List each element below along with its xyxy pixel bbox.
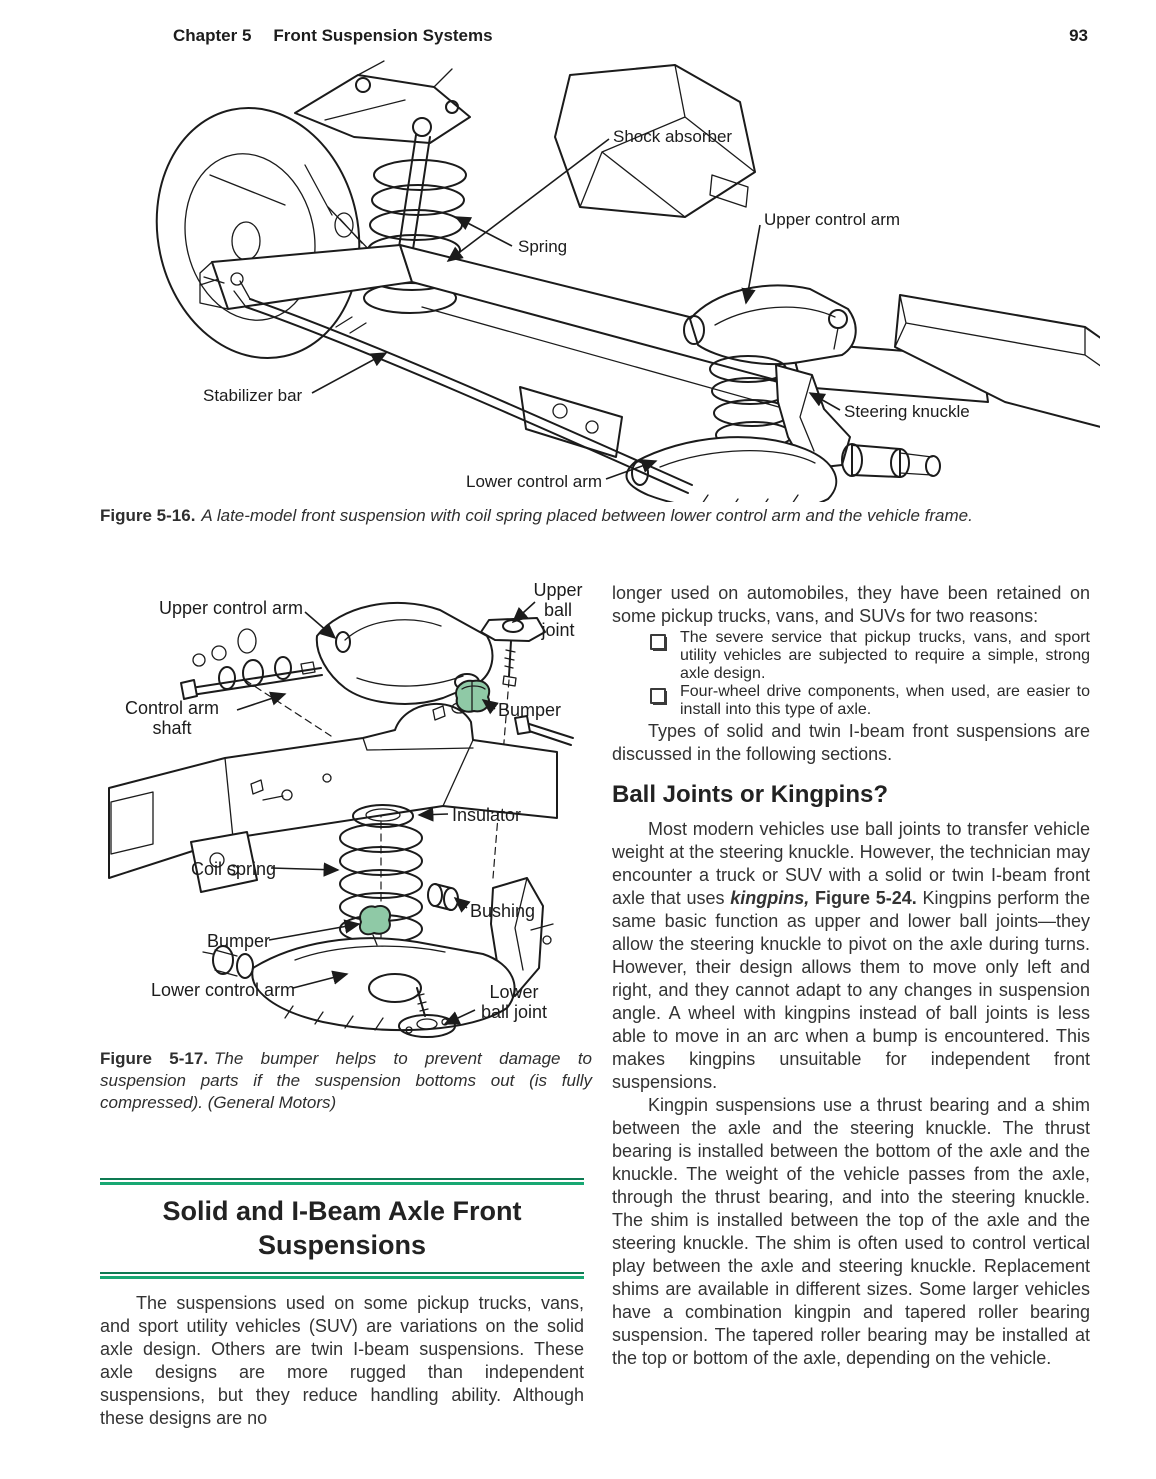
left-upper-arm-drawing bbox=[295, 61, 470, 143]
green-rule-top bbox=[100, 1178, 584, 1185]
figure-5-16 bbox=[100, 55, 1100, 502]
label-shock-absorber: Shock absorber bbox=[613, 127, 733, 146]
page-number: 93 bbox=[1069, 26, 1088, 45]
running-head bbox=[173, 26, 493, 46]
caption-text: A late-model front suspension with coil spring placed between lower control arm and the vehicle frame. bbox=[201, 506, 973, 525]
green-rule-bottom bbox=[100, 1272, 584, 1279]
frame-rail-drawing bbox=[200, 245, 988, 457]
figure-5-16-caption bbox=[100, 505, 1095, 527]
bullet-square-icon bbox=[650, 634, 666, 650]
label-steering-knuckle: Steering knuckle bbox=[844, 402, 970, 421]
label-bushing: Bushing bbox=[470, 901, 536, 921]
bullet-square-icon bbox=[650, 688, 666, 704]
list-item bbox=[650, 629, 1090, 683]
list-item-text: Four-wheel drive components, when used, are easier to install into this type of axle. bbox=[680, 683, 1090, 718]
reasons-list bbox=[612, 629, 1090, 719]
caption-label: Figure 5-17. bbox=[100, 1049, 209, 1068]
chapter-title: Front Suspension Systems bbox=[273, 26, 493, 45]
list-item-text: The severe service that pickup trucks, vans, and sport utility vehicles are subjected to require a simple, strong axle design. bbox=[680, 629, 1090, 682]
right-upper-control-arm-drawing bbox=[684, 286, 856, 365]
list-item bbox=[650, 683, 1090, 719]
bushing-drawing bbox=[428, 884, 458, 910]
caption-label: Figure 5-16. bbox=[100, 506, 196, 525]
figure-5-16-drawing bbox=[100, 55, 1100, 502]
continuation-paragraph: longer used on automobiles, they have been retained on some pickup trucks, vans, and SUVs for two reasons: bbox=[612, 583, 1090, 626]
label-bumper-upper: Bumper bbox=[498, 700, 562, 720]
label-lower-ball-joint: Lower ball joint bbox=[480, 982, 548, 1023]
label-upper-control-arm: Upper control arm bbox=[764, 210, 901, 229]
label-lower-control-arm: Lower control arm bbox=[466, 472, 603, 491]
right-column bbox=[612, 582, 1090, 1370]
caption-text: The bumper helps to prevent damage to suspension parts if the suspension bottoms out (is fully compressed). (General Motors) bbox=[100, 1049, 592, 1112]
figure-5-17 bbox=[95, 578, 600, 1042]
label-spring: Spring bbox=[518, 237, 568, 256]
label-coil-spring: Coil spring bbox=[191, 859, 277, 879]
figure-5-17-drawing bbox=[95, 578, 600, 1042]
label-control-arm-shaft: Control arm shaft bbox=[124, 698, 220, 739]
section-heading-block bbox=[100, 1178, 584, 1279]
intro-paragraph: The suspensions used on some pickup trucks, vans, and sport utility vehicles (SUV) are variations on the solid axle design. Others are twin I-beam suspensions. These axle designs are more rugged than independent suspensions, but they reduce handling ability. Although these designs are no bbox=[100, 1293, 584, 1428]
label-insulator: Insulator bbox=[452, 805, 522, 825]
upper-bumper-drawing bbox=[456, 681, 489, 712]
figure-5-17-caption bbox=[100, 1048, 592, 1114]
thrust-bearing-paragraph: Kingpin suspensions use a thrust bearing and a shim between the axle and the steering knuckle. The thrust bearing is installed between the bottom of the axle and the knuckle. The weight of the vehicle passes from the axle, through the thrust bearing, and into the steering knuckle. The shim is installed between the top of the axle and the steering knuckle. The shim is often used to control vertical play between the axle and steering knuckle. Replacement shims are available in different sizes. Some larger vehicles have a combination kingpin and tapered roller bearing suspension. The tapered roller bearing may be installed at the top or bottom of the axle, depending on the vehicle. bbox=[612, 1095, 1090, 1368]
section-heading: Solid and I-Beam Axle Front Suspensions bbox=[162, 1196, 522, 1260]
subsection-heading: Ball Joints or Kingpins? bbox=[612, 781, 889, 808]
label-upper-control-arm: Upper control arm bbox=[159, 598, 304, 618]
types-paragraph: Types of solid and twin I-beam front suspensions are discussed in the following sections. bbox=[612, 721, 1090, 764]
control-arm-shaft-drawing bbox=[181, 629, 322, 699]
kingpins-paragraph: Most modern vehicles use ball joints to transfer vehicle weight at the steering knuckle. However, the technician may encounter a truck or SUV with a solid or twin I-beam front axle that uses kingpins, Figure 5-24. Kingpins perform the same basic function as upper and lower ball joints—they allow the steering knuckle to pivot on the axle during turns. However, their design allows them to move only left and right, and they cannot adapt to any changes in suspension angle. A wheel with kingpins instead of ball joints is less able to move in an arc when a bump is encountered. This makes kingpins unsuitable for independent front suspensions. bbox=[612, 819, 1090, 1092]
label-stabilizer-bar: Stabilizer bar bbox=[203, 386, 303, 405]
label-lower-control-arm: Lower control arm bbox=[151, 980, 296, 1000]
chapter-label: Chapter 5 bbox=[173, 26, 252, 45]
label-bumper-lower: Bumper bbox=[207, 931, 271, 951]
label-upper-ball-joint: Upper ball joint bbox=[533, 580, 583, 641]
